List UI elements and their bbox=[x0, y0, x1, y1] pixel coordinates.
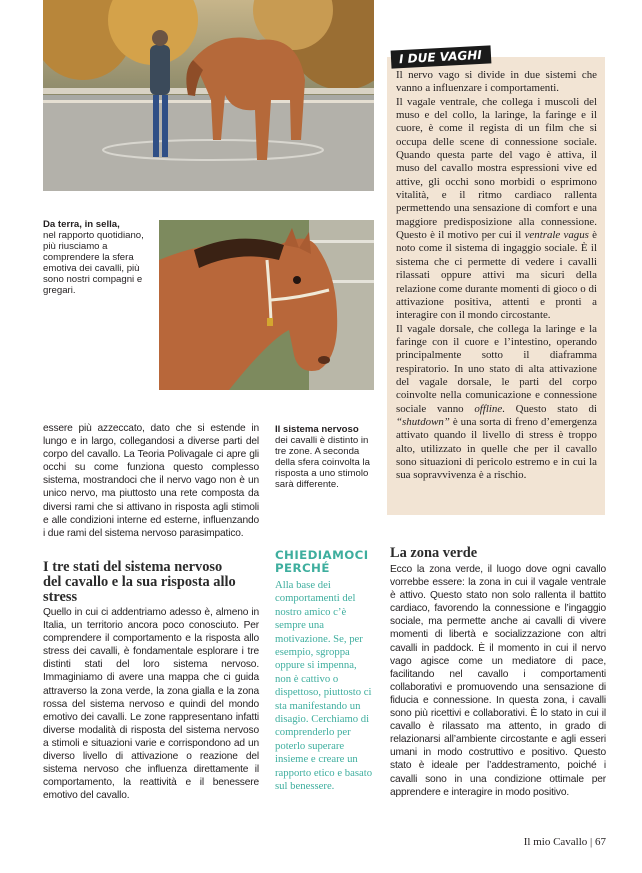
box-tag-label: I DUE VAGHI bbox=[391, 45, 492, 68]
box-p2-after: è noto come il sistema di ingaggio sociale. È il sistema che ci permette di vedere i cavalli rilassati oppure attivi ma sicuri della relazione come durante momenti di gioco o di attivazione positiva, attenti e pronti a interagire con il mondo circostante. bbox=[396, 229, 598, 322]
caption-top-bold: Da terra, in sella, bbox=[43, 219, 120, 230]
section-green-body: Ecco la zona verde, il luogo dove ogni cavallo vorrebbe essere: la zona in cui il vagale ventrale è attivo. Questo stato non solo rallenta il battito cardiaco, favorendo la connessione e l’ingaggio sociale, ma permette anche ai cavalli di vivere momenti di libertà e socializzazione con altri cavalli in paddock. È il momento in cui il nervo vago agisce come un mediatore di pace, facilitando nel cavallo i comportamenti collaborativi e promuovendo una sensazione di fiducia e connessione. In questa zona, i cavalli sono più ricettivi e collaborativi. È lo stato in cui il cavallo è rilassato ma attento, in grado di relazionarsi all’ambiente circostante e agli esseri umani in modo costruttivo e positivo. Questo stato è ideale per l’addestramento, poiché i cavalli sono in una condizione ottimale per apprendere e interagire in modo positivo. bbox=[390, 564, 606, 798]
photo-person-with-horse bbox=[43, 0, 374, 191]
sidebar-body: Alla base dei comportamenti del nostro amico c’è sempre una motivazione. Se, per esempio, sgroppa oppure si impenna, non è cattivo o dispettoso, piuttosto ci sta manifestando un disagio. Cerchiamo di comprenderlo per poterlo superare insieme e creare un rapporto etico e basato sul benessere. bbox=[275, 579, 373, 793]
section-states-heading: I tre stati del sistema nervoso del cavallo e la sua risposta allo stress bbox=[43, 559, 236, 605]
intro-paragraph: essere più azzeccato, dato che si estende in lungo e in largo, collegandosi a diverse parti del corpo del cavallo. La Teoria Polivagale ci apre gli occhi su come funziona questo complesso sistema, mostrandoci che il nervo vago non è un unico nervo, ma piuttosto una rete composta da diversi rami che si attivano in risposta agli stimoli e alle condizioni interne ed esterne, influenzando i due rami del sistema nervoso parasimpatico. bbox=[43, 423, 259, 539]
footer-page-number: 67 bbox=[595, 836, 606, 848]
box-p3-b: . Questo stato di bbox=[502, 402, 597, 415]
box-p3-c: è una sorta di freno d’emergenza attivato quando il livello di stress è troppo alto, utilizzato in quelle che per il cavallo sono situazioni di pericolo estremo e in cui la sua sopravvivenza è a rischio. bbox=[396, 415, 597, 482]
box-paragraph-1: Il nervo vago si divide in due sistemi che vanno a influenzare i comportamenti. bbox=[396, 69, 597, 95]
box-due-vaghi bbox=[387, 47, 605, 515]
footer-separator: | bbox=[590, 836, 593, 848]
caption-top-text: nel rapporto quotidiano, più riusciamo a comprendere la sfera emotiva dei cavalli, più sono nostri compagni e gregari. bbox=[43, 230, 144, 296]
box-content bbox=[396, 69, 597, 483]
box-p2-before: Il vagale ventrale, che collega i muscoli del muso e del collo, la laringe, la faringe e il cuore, è come il regista di un film che si occupa delle scene di connessione sociale. Quando questa parte del vago è attiva, il muso del cavallo mostra espressioni vive ed attive, gli occhi sono morbidi o esprimono vitalità, e il ritmo cardiaco rallenta permettendo una sensazione di comfort e una maggiore predisposizione alla connessione. Questo è il motivo per cui il bbox=[396, 95, 597, 242]
caption-middle-bold: Il sistema nervoso bbox=[275, 424, 359, 435]
footer-magazine: Il mio Cavallo bbox=[523, 836, 588, 848]
box-p3-a: Il vagale dorsale, che collega la laringe e la faringe con il cuore e l’intestino, operando principalmente sotto il diaframma respiratorio. In uno stato di alta attivazione del vagale dorsale, le parti del corpo coinvolte nella comunicazione e connessione sociale vanno bbox=[396, 322, 597, 415]
box-p2-term: ventrale vagus bbox=[524, 229, 589, 242]
box-paragraph-3 bbox=[396, 323, 597, 483]
caption-middle-text: dei cavalli è distinto in tre zone. A seconda della sfera coinvolta la risposta a uno stimolo sarà differente. bbox=[275, 435, 370, 490]
box-p3-term-offline: offline bbox=[474, 402, 503, 415]
photo-horse-head bbox=[159, 220, 374, 390]
box-paragraph-2 bbox=[396, 96, 597, 323]
footer bbox=[470, 836, 606, 848]
section-green-heading: La zona verde bbox=[390, 545, 478, 561]
caption-top bbox=[43, 219, 148, 296]
sidebar-heading: CHIEDIAMOCI PERCHÉ bbox=[275, 548, 369, 575]
caption-middle bbox=[275, 424, 371, 490]
section-states-body: Quello in cui ci addentriamo adesso è, almeno in Italia, un territorio ancora poco conosciuto. Per comprendere il comportamento e la risposta allo stress dei cavalli, è fondamentale esplorare i tre distinti stati del loro sistema nervoso. Immaginiamo di avere una mappa che ci guida attraverso la zona verde, la zona gialla e la zona rossa del sistema nervoso e quindi del mondo emotivo dei cavalli. Le zone rappresentano infatti diverse modalità di risposta del sistema nervoso a stimoli e situazioni varie e corrispondono ad un diverso livello di attivazione o reazione del sistema nervoso che influenza direttamente il comportamento, la reattività e il benessere emotivo del cavallo. bbox=[43, 607, 259, 802]
box-p3-term-shutdown: “shutdown” bbox=[396, 415, 450, 428]
